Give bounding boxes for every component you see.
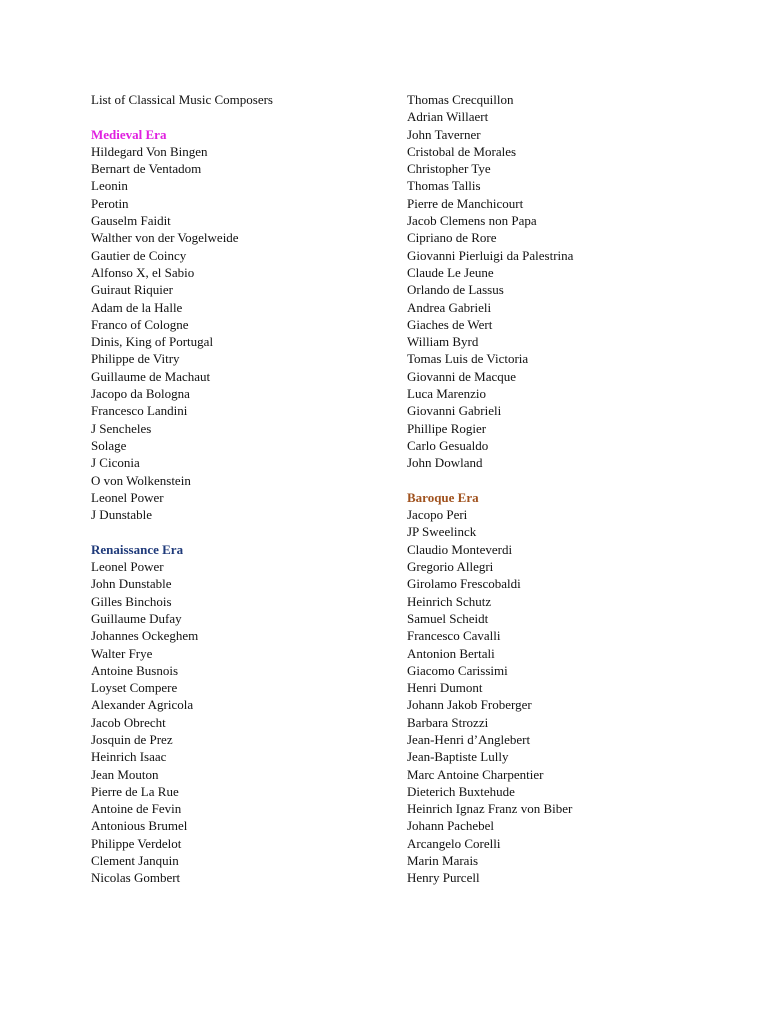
composer-name: Tomas Luis de Victoria — [407, 351, 529, 367]
composer-name: John Dowland — [407, 455, 483, 471]
composer-name: Antoine de Fevin — [91, 801, 182, 817]
spacer — [407, 472, 747, 489]
composer-name: Jean-Henri d’Anglebert — [407, 731, 531, 747]
composer-name: Giaches de Wert — [407, 316, 493, 332]
composer-name: Barbara Strozzi — [407, 714, 489, 730]
composer-name: Walther von der Vogelweide — [91, 230, 239, 246]
composer-name: Jean Mouton — [91, 766, 159, 782]
composer-name: Phillipe Rogier — [407, 420, 487, 436]
composer-name: Dieterich Buxtehude — [407, 783, 515, 799]
baroque-composer-list — [407, 506, 747, 887]
composer-name: Nicolas Gombert — [91, 870, 181, 886]
composer-name: Adam de la Halle — [91, 299, 183, 315]
composer-name: Orlando de Lassus — [407, 282, 504, 298]
composer-name: John Taverner — [407, 126, 481, 142]
composer-name: Gautier de Coincy — [91, 247, 187, 263]
composer-name: Thomas Tallis — [407, 178, 481, 194]
composer-name: Gregorio Allegri — [407, 559, 494, 575]
renaissance-era-heading: Renaissance Era — [91, 541, 184, 557]
composer-name: J Ciconia — [91, 455, 140, 471]
composer-name: Antonious Brumel — [91, 818, 188, 834]
composer-name: Claude Le Jeune — [407, 264, 494, 280]
spacer — [91, 108, 391, 125]
composer-name: Gilles Binchois — [91, 593, 172, 609]
composer-name: Gauselm Faidit — [91, 213, 171, 229]
composer-name: Pierre de La Rue — [91, 783, 179, 799]
composer-name: William Byrd — [407, 334, 479, 350]
renaissance-composer-list-part-1 — [91, 558, 391, 887]
composer-name: Josquin de Prez — [91, 731, 173, 747]
composer-name: Thomas Crecquillon — [407, 92, 514, 107]
composer-name: Girolamo Frescobaldi — [407, 576, 521, 592]
composer-name: Cipriano de Rore — [407, 230, 497, 246]
composer-name: Jacob Obrecht — [91, 714, 166, 730]
document-title: List of Classical Music Composers — [91, 92, 273, 107]
composer-name: Andrea Gabrieli — [407, 299, 492, 315]
composer-name: O von Wolkenstein — [91, 472, 191, 488]
composer-name: Marin Marais — [407, 853, 479, 869]
composer-name: Pierre de Manchicourt — [407, 195, 524, 211]
composer-name: Giovanni de Macque — [407, 368, 517, 384]
composer-name: Jacopo Peri — [407, 507, 468, 523]
composer-name: Philippe de Vitry — [91, 351, 180, 367]
composer-name: Francesco Cavalli — [407, 628, 501, 644]
composer-name: Jean-Baptiste Lully — [407, 749, 509, 765]
composer-name: J Dunstable — [91, 507, 153, 523]
composer-name: Giacomo Carissimi — [407, 662, 508, 678]
composer-name: Luca Marenzio — [407, 386, 487, 402]
composer-name: Johannes Ockeghem — [91, 628, 199, 644]
renaissance-composer-list-part-2 — [407, 91, 747, 472]
composer-name: Antonion Bertali — [407, 645, 495, 661]
composer-name: Henri Dumont — [407, 680, 483, 696]
left-column — [91, 91, 391, 887]
composer-name: Guillaume Dufay — [91, 610, 182, 626]
composer-name: Solage — [91, 437, 127, 453]
composer-name: Carlo Gesualdo — [407, 437, 489, 453]
baroque-era-heading: Baroque Era — [407, 489, 479, 505]
composer-name: Walter Frye — [91, 645, 153, 661]
composer-name: John Dunstable — [91, 576, 172, 592]
composer-name: Adrian Willaert — [407, 109, 489, 125]
composer-name: Cristobal de Morales — [407, 143, 517, 159]
composer-name: Guillaume de Machaut — [91, 368, 211, 384]
composer-name: Claudio Monteverdi — [407, 541, 513, 557]
composer-name: Arcangelo Corelli — [407, 835, 501, 851]
composer-name: JP Sweelinck — [407, 524, 477, 540]
composer-name: Jacob Clemens non Papa — [407, 213, 537, 229]
composer-name: Giovanni Gabrieli — [407, 403, 502, 419]
composer-name: Jacopo da Bologna — [91, 386, 190, 402]
composer-name: Franco of Cologne — [91, 316, 189, 332]
composer-name: Christopher Tye — [407, 161, 491, 177]
composer-name: Alfonso X, el Sabio — [91, 264, 195, 280]
composer-name: Perotin — [91, 195, 129, 211]
composer-name: Francesco Landini — [91, 403, 188, 419]
medieval-composer-list — [91, 143, 391, 524]
composer-name: Philippe Verdelot — [91, 835, 182, 851]
composer-name: Alexander Agricola — [91, 697, 194, 713]
composer-name: Guiraut Riquier — [91, 282, 173, 298]
composer-name: Dinis, King of Portugal — [91, 334, 214, 350]
composer-name: Leonel Power — [91, 489, 164, 505]
composer-name: Heinrich Schutz — [407, 593, 492, 609]
medieval-era-heading: Medieval Era — [91, 126, 167, 142]
composer-name: Heinrich Ignaz Franz von Biber — [407, 801, 573, 817]
composer-name: Hildegard Von Bingen — [91, 143, 208, 159]
composer-name: Marc Antoine Charpentier — [407, 766, 544, 782]
composer-name: Samuel Scheidt — [407, 610, 489, 626]
composer-name: J Sencheles — [91, 420, 152, 436]
composer-name: Johann Jakob Froberger — [407, 697, 532, 713]
composer-name: Giovanni Pierluigi da Palestrina — [407, 247, 574, 263]
spacer — [91, 523, 391, 540]
composer-name: Clement Janquin — [91, 853, 179, 869]
composer-name: Henry Purcell — [407, 870, 480, 886]
composer-name: Leonel Power — [91, 559, 164, 575]
composer-name: Antoine Busnois — [91, 662, 179, 678]
composer-name: Johann Pachebel — [407, 818, 495, 834]
composer-name: Heinrich Isaac — [91, 749, 167, 765]
composer-name: Bernart de Ventadom — [91, 161, 202, 177]
composer-name: Loyset Compere — [91, 680, 178, 696]
composer-name: Leonin — [91, 178, 128, 194]
right-column — [407, 91, 747, 887]
